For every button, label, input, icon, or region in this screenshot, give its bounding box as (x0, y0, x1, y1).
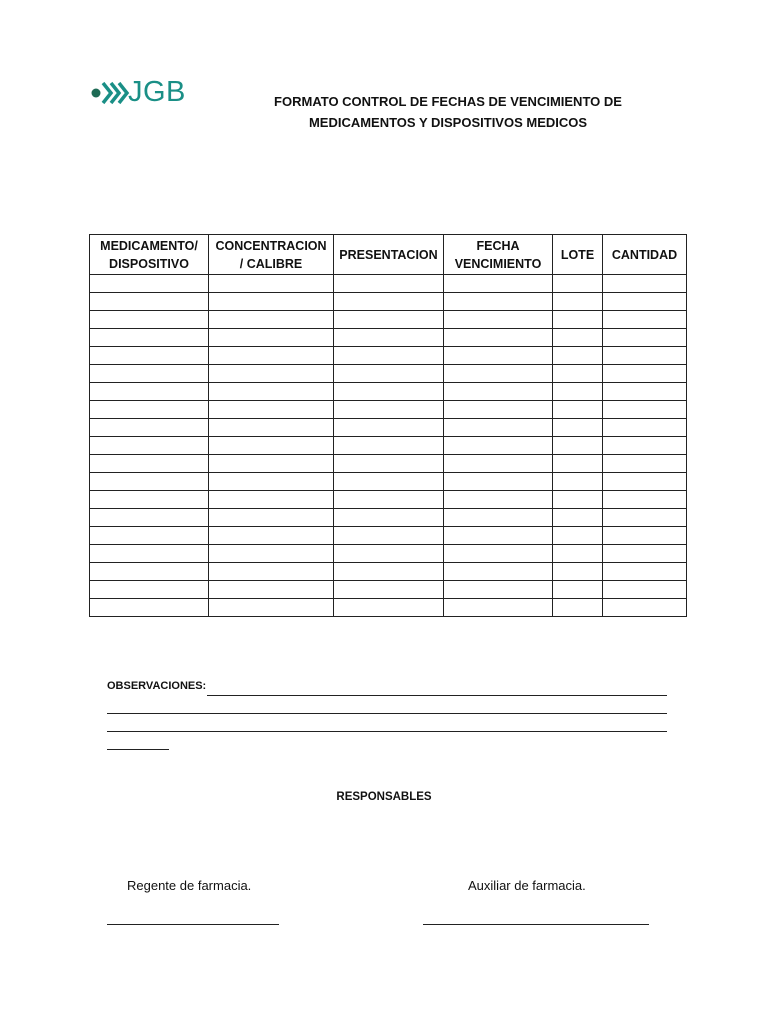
table-cell[interactable] (444, 437, 553, 455)
table-cell[interactable] (90, 383, 209, 401)
table-cell[interactable] (90, 455, 209, 473)
table-cell[interactable] (90, 401, 209, 419)
regente-signature-line[interactable] (107, 924, 279, 925)
table-cell[interactable] (209, 347, 334, 365)
table-cell[interactable] (209, 365, 334, 383)
table-cell[interactable] (209, 419, 334, 437)
table-cell[interactable] (603, 599, 687, 617)
table-cell[interactable] (553, 545, 603, 563)
table-cell[interactable] (553, 491, 603, 509)
table-cell[interactable] (334, 545, 444, 563)
table-cell[interactable] (553, 275, 603, 293)
table-cell[interactable] (444, 563, 553, 581)
observations-section (107, 677, 667, 750)
responsables-heading: RESPONSABLES (336, 791, 432, 803)
table-cell[interactable] (334, 599, 444, 617)
table-header-row (90, 235, 687, 275)
table-cell[interactable] (334, 455, 444, 473)
table-row (90, 581, 687, 599)
title-line-2: MEDICAMENTOS Y DISPOSITIVOS MEDICOS (308, 115, 588, 130)
table-row (90, 401, 687, 419)
table-cell[interactable] (603, 311, 687, 329)
table-cell[interactable] (444, 473, 553, 491)
table-cell[interactable] (444, 347, 553, 365)
table-row (90, 437, 687, 455)
table-row (90, 455, 687, 473)
column-header-fecha-vencimiento: FECHA VENCIMIENTO (444, 235, 553, 275)
table-cell[interactable] (553, 563, 603, 581)
table-cell[interactable] (444, 491, 553, 509)
table-cell[interactable] (603, 383, 687, 401)
table-cell[interactable] (334, 437, 444, 455)
table-cell[interactable] (209, 473, 334, 491)
table-cell[interactable] (444, 383, 553, 401)
table-cell[interactable] (444, 365, 553, 383)
table-cell[interactable] (334, 563, 444, 581)
table-cell[interactable] (209, 491, 334, 509)
table-cell[interactable] (209, 275, 334, 293)
table-cell[interactable] (444, 311, 553, 329)
table-row (90, 419, 687, 437)
table-cell[interactable] (603, 581, 687, 599)
table-row (90, 527, 687, 545)
table-cell[interactable] (444, 509, 553, 527)
table-cell[interactable] (603, 401, 687, 419)
table-cell[interactable] (444, 401, 553, 419)
table-cell[interactable] (209, 329, 334, 347)
table-cell[interactable] (603, 293, 687, 311)
table-cell[interactable] (334, 419, 444, 437)
column-header-presentacion: PRESENTACION (334, 235, 444, 275)
table-cell[interactable] (334, 581, 444, 599)
table-row (90, 383, 687, 401)
table-cell[interactable] (603, 275, 687, 293)
table-cell[interactable] (209, 455, 334, 473)
table-cell[interactable] (553, 419, 603, 437)
table-row (90, 599, 687, 617)
observations-line[interactable] (107, 732, 169, 750)
table-cell[interactable] (603, 437, 687, 455)
table-cell[interactable] (553, 365, 603, 383)
table-row (90, 275, 687, 293)
table-cell[interactable] (209, 545, 334, 563)
table-cell[interactable] (444, 581, 553, 599)
table-row (90, 347, 687, 365)
column-header-medicamento: MEDICAMENTO/ DISPOSITIVO (90, 235, 209, 275)
table-cell[interactable] (553, 599, 603, 617)
table-cell[interactable] (90, 365, 209, 383)
table-cell[interactable] (553, 329, 603, 347)
table-cell[interactable] (553, 437, 603, 455)
table-cell[interactable] (334, 509, 444, 527)
auxiliar-signature-label: Auxiliar de farmacia. (468, 878, 586, 893)
table-cell[interactable] (209, 509, 334, 527)
table-cell[interactable] (553, 347, 603, 365)
table-cell[interactable] (90, 599, 209, 617)
table-cell[interactable] (553, 455, 603, 473)
observations-line[interactable] (107, 696, 667, 714)
table-cell[interactable] (334, 293, 444, 311)
page-title (230, 91, 666, 133)
table-cell[interactable] (444, 455, 553, 473)
table-cell[interactable] (603, 491, 687, 509)
table-row (90, 329, 687, 347)
table-cell[interactable] (209, 437, 334, 455)
column-header-cantidad: CANTIDAD (603, 235, 687, 275)
table-cell[interactable] (444, 419, 553, 437)
column-header-concentracion: CONCENTRACION / CALIBRE (209, 235, 334, 275)
logo-wordmark: JGB (128, 76, 186, 108)
table-cell[interactable] (444, 275, 553, 293)
table-cell[interactable] (334, 383, 444, 401)
regente-signature-label: Regente de farmacia. (127, 878, 252, 893)
table-cell[interactable] (90, 473, 209, 491)
table-row (90, 365, 687, 383)
table-cell[interactable] (444, 599, 553, 617)
expiration-control-table (89, 234, 687, 617)
table-row (90, 563, 687, 581)
table-cell[interactable] (90, 293, 209, 311)
table-cell[interactable] (90, 509, 209, 527)
table-cell[interactable] (90, 563, 209, 581)
table-cell[interactable] (553, 311, 603, 329)
table-cell[interactable] (603, 347, 687, 365)
table-cell[interactable] (209, 563, 334, 581)
observations-label: OBSERVACIONES: (107, 680, 207, 692)
table-cell[interactable] (553, 473, 603, 491)
table-row (90, 311, 687, 329)
table-cell[interactable] (334, 491, 444, 509)
table-cell[interactable] (603, 473, 687, 491)
table-cell[interactable] (209, 599, 334, 617)
table-cell[interactable] (553, 581, 603, 599)
table-cell[interactable] (444, 527, 553, 545)
table-cell[interactable] (90, 275, 209, 293)
table-cell[interactable] (90, 581, 209, 599)
table-cell[interactable] (90, 437, 209, 455)
logo-chevrons-icon (90, 78, 130, 108)
table-cell[interactable] (334, 401, 444, 419)
table-cell[interactable] (90, 329, 209, 347)
table-cell[interactable] (603, 419, 687, 437)
table-body (90, 275, 687, 617)
company-logo (90, 78, 220, 108)
table-row (90, 293, 687, 311)
table-cell[interactable] (444, 293, 553, 311)
table-cell[interactable] (334, 527, 444, 545)
table-cell[interactable] (553, 383, 603, 401)
table-row (90, 509, 687, 527)
table-cell[interactable] (334, 473, 444, 491)
observations-line[interactable] (207, 682, 667, 696)
table-cell[interactable] (334, 329, 444, 347)
table-cell[interactable] (90, 545, 209, 563)
table-cell[interactable] (334, 275, 444, 293)
table-cell[interactable] (603, 545, 687, 563)
table-cell[interactable] (603, 365, 687, 383)
table-cell[interactable] (90, 491, 209, 509)
table-cell[interactable] (603, 329, 687, 347)
auxiliar-signature-line[interactable] (423, 924, 649, 925)
table-cell[interactable] (603, 527, 687, 545)
table-cell[interactable] (209, 527, 334, 545)
table-cell[interactable] (209, 581, 334, 599)
table-cell[interactable] (90, 347, 209, 365)
observations-line[interactable] (107, 714, 667, 732)
table-cell[interactable] (90, 311, 209, 329)
table-row (90, 491, 687, 509)
table-cell[interactable] (209, 293, 334, 311)
table-cell[interactable] (209, 311, 334, 329)
table-cell[interactable] (603, 563, 687, 581)
table-cell[interactable] (444, 329, 553, 347)
table-cell[interactable] (209, 401, 334, 419)
table-cell[interactable] (90, 419, 209, 437)
table-row (90, 473, 687, 491)
column-header-lote: LOTE (553, 235, 603, 275)
table-cell[interactable] (334, 347, 444, 365)
title-line-1: FORMATO CONTROL DE FECHAS DE VENCIMIENTO DE (274, 94, 622, 109)
table-cell[interactable] (603, 455, 687, 473)
table-cell[interactable] (603, 509, 687, 527)
table-cell[interactable] (334, 365, 444, 383)
table-cell[interactable] (444, 545, 553, 563)
table-row (90, 545, 687, 563)
table-cell[interactable] (334, 311, 444, 329)
table-cell[interactable] (553, 527, 603, 545)
table-cell[interactable] (209, 383, 334, 401)
table-cell[interactable] (553, 401, 603, 419)
table-cell[interactable] (90, 527, 209, 545)
table-cell[interactable] (553, 293, 603, 311)
table-cell[interactable] (553, 509, 603, 527)
